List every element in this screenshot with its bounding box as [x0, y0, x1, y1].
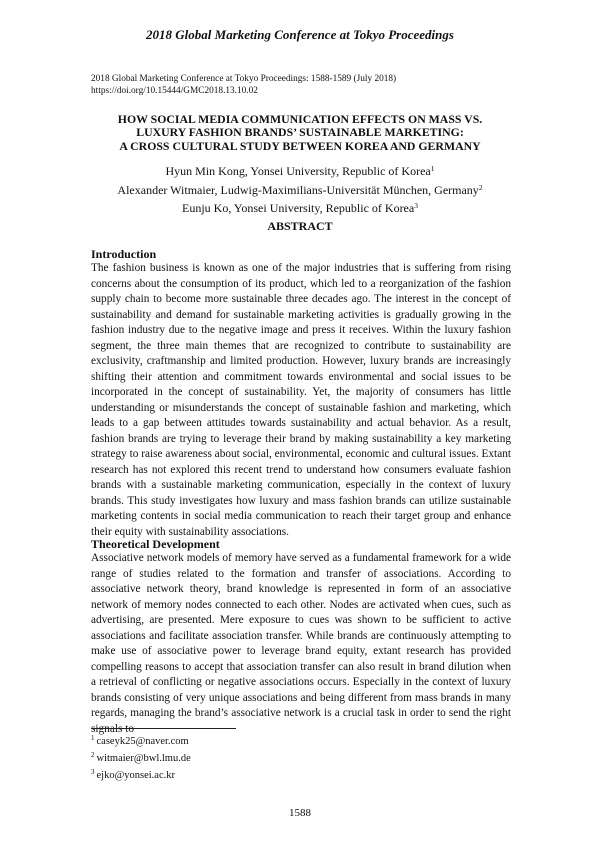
theoretical-development-paragraph: Associative network models of memory have served as a fundamental framework for a wide range of studies related to the formation and transfer of associations. According to associative network theory, brand knowledge is represented in form of an associative network of memory nodes connected to each other. Nodes are activated when cues, such as advertising, are presented. Mere exposure to cues was shown to be sufficient to active associations and facilitate association transfer. While brands are continuously attempting to make use of associative power to leverage brand equity, extant research has provided compelling reasons to accept that association transfer can also result in brand dilution when a retrieval of conflicting or negative associations occurs. Especially in the context of luxury brands consisting of very unique associations and being different from mass brands in many regards, managing the brand’s associative network is a crucial task in order to send the right signals to [91, 552, 511, 735]
author-footnote-mark: 1 [430, 164, 435, 173]
author-text: Hyun Min Kong, Yonsei University, Republic of Korea [165, 164, 431, 178]
doi-line[interactable]: https://doi.org/10.15444/GMC2018.13.10.02 [91, 86, 258, 96]
introduction-paragraph: The fashion business is known as one of the major industries that is suffering from rising concerns about the consumption of its product, which led to a reorganization of the fashion supply chain to become more sustainable three decades ago. The interest in the concept of sustainability and demand for sustainable marketing activities is gradually growing in the fashion industry due to the negative image and press it receives. Within the luxury fashion segment, the three main themes that are recognized to contribute to sustainability are exclusivity, craftmanship and limited production. However, luxury brands are increasingly shifting their attention and commitment towards environmental and social issues to be incorporated in the concept of sustainability. Yet, the majority of consumers has little understanding or misunderstands the concept of sustainable fashion and marketing, which leads to a gap between attitudes towards sustainability and actual behavior. As a result, fashion brands are trying to leverage their brand by making sustainability a key marketing strategy to raise awareness about social, environmental, economic and cultural issues. Extant research has not explored this recent trend to understand how consumers evaluate fashion brands with a sustainable marketing communication, especially in the context of luxury brands. This study investigates how luxury and mass fashion brands can utilize sustainable marketing contents in social media communication to reach their target group and enhance their equity with sustainability associations. [91, 262, 511, 538]
footnote [91, 766, 191, 783]
footnotes [91, 732, 191, 782]
footnote-mark: 3 [91, 767, 95, 776]
running-head: 2018 Global Marketing Conference at Tokyo Proceedings [146, 27, 454, 42]
citation-line: 2018 Global Marketing Conference at Tokyo Proceedings: 1588-1589 (July 2018) [91, 74, 397, 84]
title-line: HOW SOCIAL MEDIA COMMUNICATION EFFECTS ON MASS VS. [117, 112, 483, 126]
abstract-heading: ABSTRACT [267, 219, 333, 233]
author-footnote-mark: 2 [478, 182, 483, 192]
author-line [60, 198, 540, 217]
section-heading-theoretical-development: Theoretical Development [91, 537, 220, 551]
footnote-email[interactable]: caseyk25@naver.com [96, 736, 189, 747]
author-text: Alexander Witmaier, Ludwig-Maximilians-Universität München, Germany [117, 182, 479, 197]
title-line: A CROSS CULTURAL STUDY BETWEEN KOREA AND GERMANY [119, 138, 481, 153]
footnote-email[interactable]: ejko@yonsei.ac.kr [96, 769, 175, 781]
footnote-mark: 1 [91, 734, 95, 742]
paper-title [60, 113, 540, 153]
citation-block [91, 73, 396, 97]
footnote-divider [91, 728, 236, 729]
author-footnote-mark: 3 [414, 201, 418, 210]
section-heading-introduction: Introduction [91, 247, 157, 261]
author-text: Eunju Ko, Yonsei University, Republic of Korea [182, 201, 415, 215]
footnote [91, 732, 191, 749]
footnote [91, 749, 191, 766]
title-line: LUXURY FASHION BRANDS’ SUSTAINABLE MARKETING: [136, 125, 464, 140]
author-line [60, 161, 540, 180]
page-number: 1588 [289, 807, 311, 819]
footnote-mark: 2 [91, 750, 95, 759]
footnote-email[interactable]: witmaier@bwl.lmu.de [96, 752, 191, 764]
author-line [60, 180, 540, 199]
author-list [60, 161, 540, 217]
